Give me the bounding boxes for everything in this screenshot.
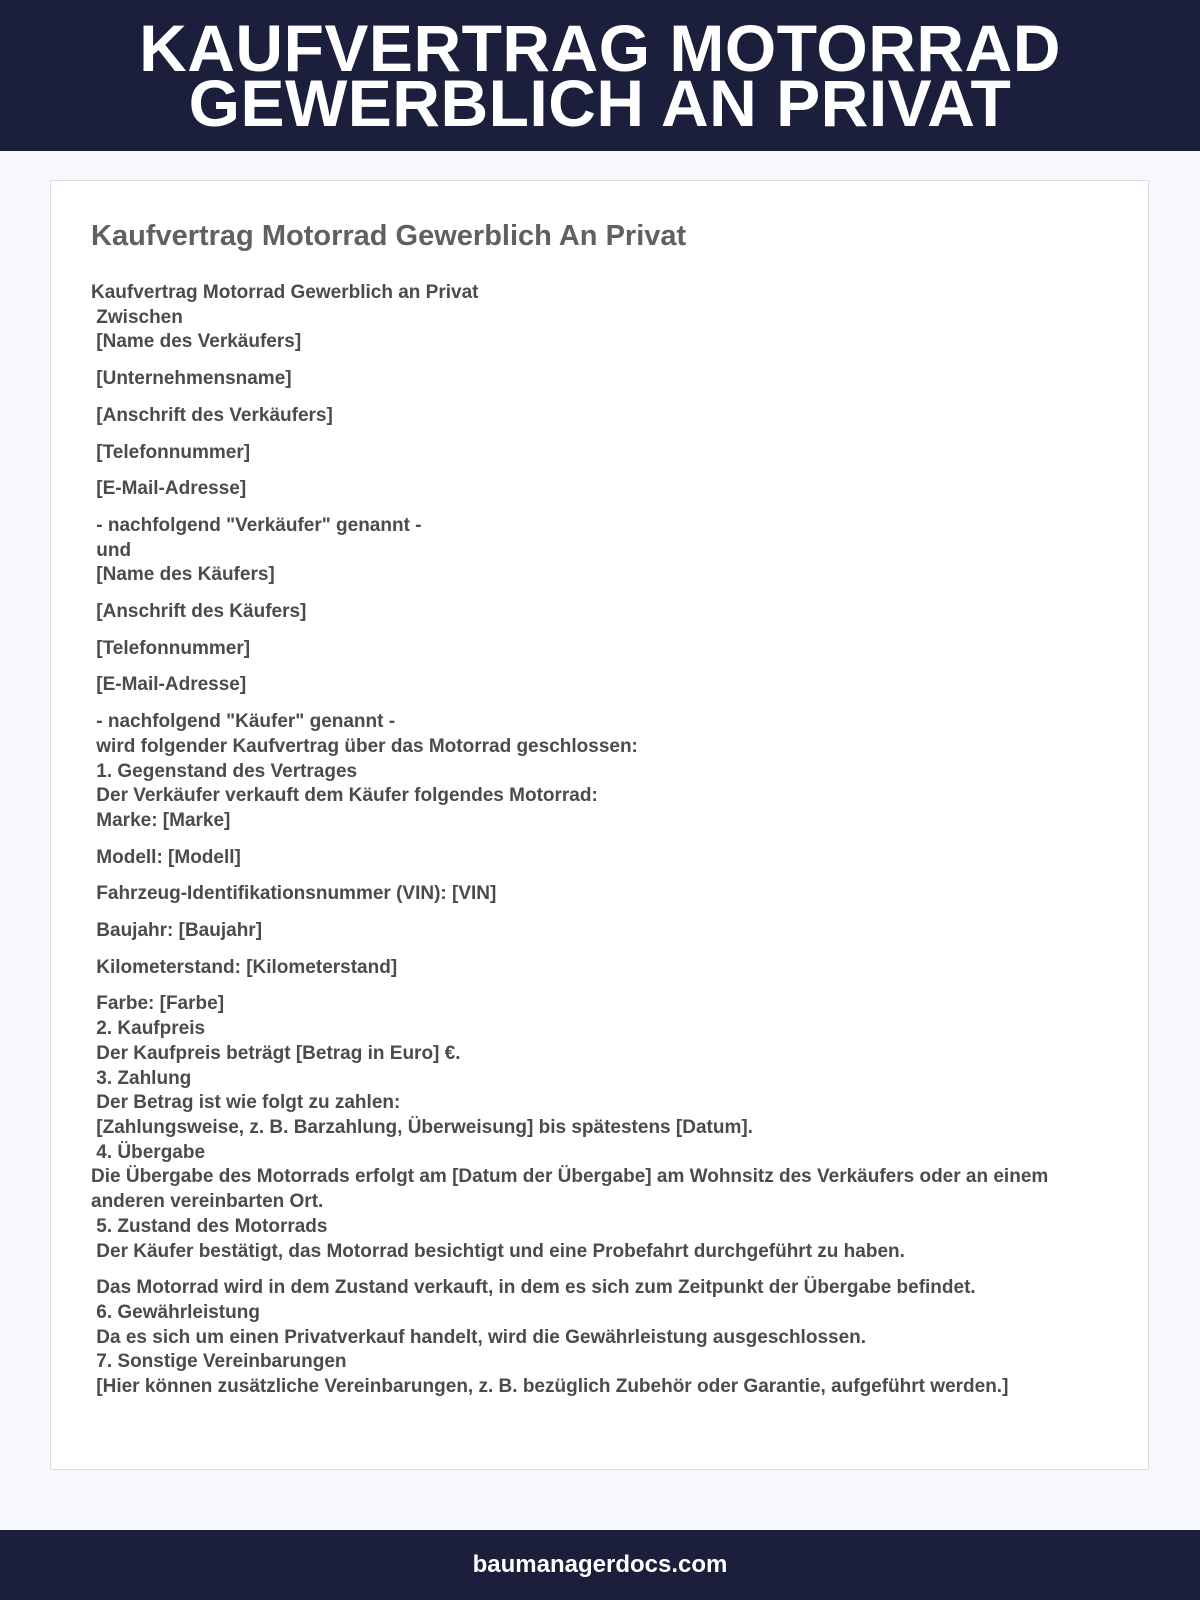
doc-line: Fahrzeug-Identifikationsnummer (VIN): [VIN]	[91, 883, 497, 905]
doc-line: Zwischen	[91, 306, 183, 328]
doc-line: [Unternehmensname]	[91, 368, 292, 390]
doc-line: [Zahlungsweise, z. B. Barzahlung, Überweisung] bis spätestens [Datum].	[91, 1116, 753, 1138]
doc-line: [E-Mail-Adresse]	[91, 674, 247, 696]
doc-line: [Telefonnummer]	[91, 637, 251, 659]
document-title: Kaufvertrag Motorrad Gewerblich An Privat	[91, 220, 687, 252]
banner-title	[139, 10, 1061, 140]
doc-line: wird folgender Kaufvertrag über das Motorrad geschlossen:	[91, 735, 638, 757]
doc-line: 2. Kaufpreis	[91, 1018, 206, 1040]
doc-line: [Name des Käufers]	[91, 564, 275, 586]
doc-line: [E-Mail-Adresse]	[91, 478, 247, 500]
doc-line: 1. Gegenstand des Vertrages	[91, 760, 358, 782]
doc-line: - nachfolgend "Verkäufer" genannt -	[91, 514, 422, 536]
footer-bar	[0, 1530, 1200, 1600]
doc-line: Marke: [Marke]	[91, 809, 231, 831]
doc-line: Die Übergabe des Motorrads erfolgt am [Datum der Übergabe] am Wohnsitz des Verkäufers oder an einem anderen vereinbarten Ort.	[91, 1166, 1049, 1213]
doc-line: Kilometerstand: [Kilometerstand]	[91, 956, 398, 978]
doc-line: 4. Übergabe	[91, 1141, 206, 1163]
doc-line: 3. Zahlung	[91, 1067, 192, 1089]
doc-line: Da es sich um einen Privatverkauf handelt, wird die Gewährleistung ausgeschlossen.	[91, 1326, 867, 1348]
header-banner	[0, 0, 1200, 151]
document-body	[91, 281, 1111, 1400]
doc-line: [Hier können zusätzliche Vereinbarungen, z. B. bezüglich Zubehör oder Garantie, aufgeführt werden.]	[91, 1376, 1009, 1398]
doc-line: Der Betrag ist wie folgt zu zahlen:	[91, 1092, 401, 1114]
doc-line: Das Motorrad wird in dem Zustand verkauft, in dem es sich zum Zeitpunkt der Übergabe befindet.	[91, 1277, 976, 1299]
doc-line: Kaufvertrag Motorrad Gewerblich an Privat	[91, 282, 479, 303]
doc-line: Baujahr: [Baujahr]	[91, 920, 263, 942]
doc-line: 7. Sonstige Vereinbarungen	[91, 1351, 347, 1373]
doc-line: und	[91, 539, 132, 561]
doc-line: Der Käufer bestätigt, das Motorrad besichtigt und eine Probefahrt durchgeführt zu haben.	[91, 1240, 905, 1262]
doc-line: Der Kaufpreis beträgt [Betrag in Euro] €.	[91, 1042, 461, 1064]
doc-line: Farbe: [Farbe]	[91, 993, 225, 1015]
doc-line: Modell: [Modell]	[91, 846, 241, 868]
document-card	[50, 180, 1149, 1470]
banner-title-line-2: GEWERBLICH AN PRIVAT	[188, 65, 1012, 140]
doc-line: 5. Zustand des Motorrads	[91, 1215, 328, 1237]
doc-line: [Name des Verkäufers]	[91, 331, 302, 353]
doc-line: [Telefonnummer]	[91, 441, 251, 463]
banner-title-line-1: KAUFVERTRAG MOTORRAD	[139, 10, 1061, 85]
doc-line: [Anschrift des Käufers]	[91, 601, 307, 623]
doc-line: - nachfolgend "Käufer" genannt -	[91, 711, 396, 733]
doc-line: 6. Gewährleistung	[91, 1301, 260, 1323]
doc-line: [Anschrift des Verkäufers]	[91, 404, 333, 426]
doc-line: Der Verkäufer verkauft dem Käufer folgendes Motorrad:	[91, 785, 598, 807]
footer-site-link[interactable]: baumanagerdocs.com	[472, 1551, 728, 1578]
